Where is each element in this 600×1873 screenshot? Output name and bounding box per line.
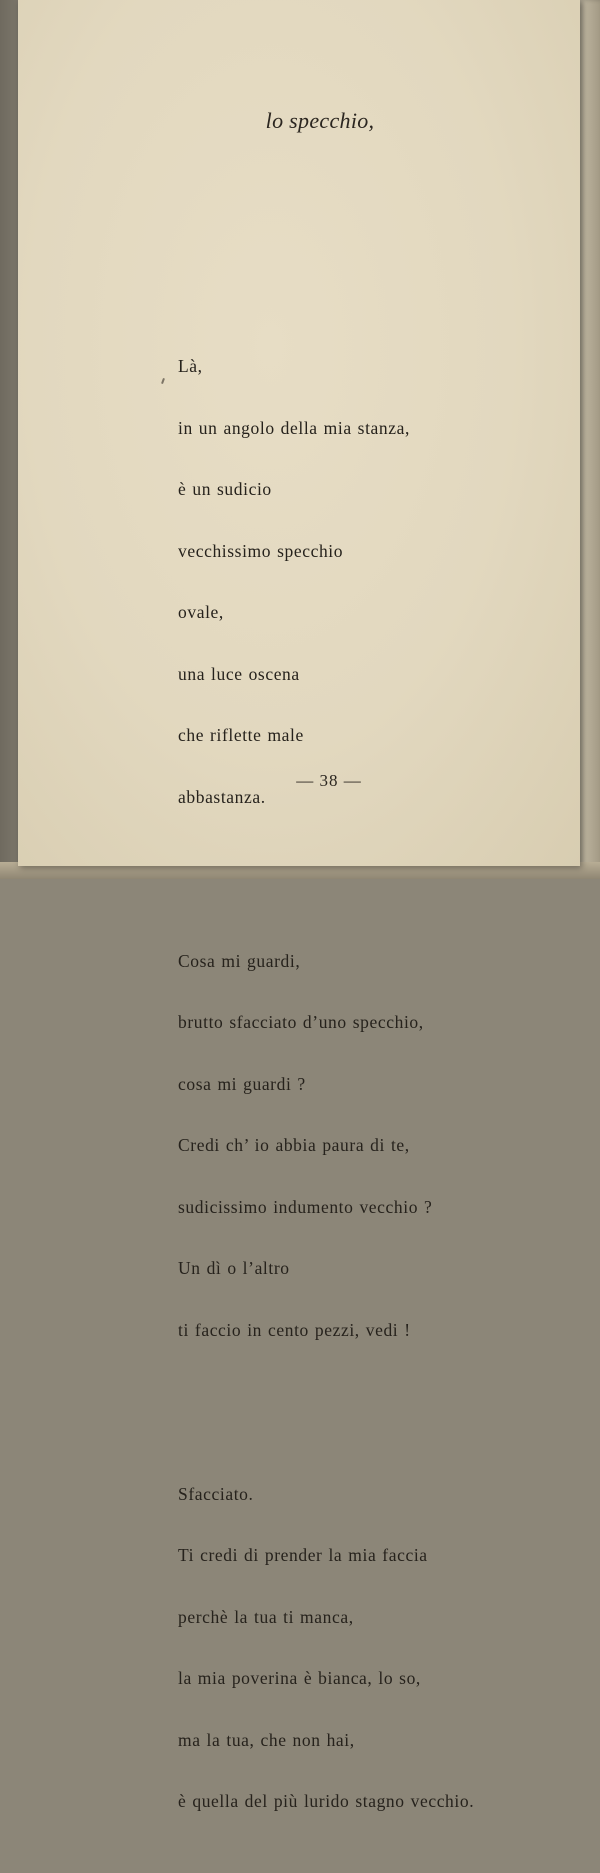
poem-line: è quella del più lurido stagno vecchio.: [178, 1791, 475, 1811]
poem-line: una luce oscena: [178, 663, 300, 684]
poem-title: lo specchio,: [265, 108, 375, 133]
poem-line: Credi ch’ io abbia paura di te,: [178, 1135, 410, 1155]
poem-line: cosa mi guardi ?: [178, 1073, 306, 1094]
stanza-1: [178, 315, 474, 848]
poem-line: sudicissimo indumento vecchio ?: [178, 1196, 433, 1217]
poem-line: Ti credi di prender la mia faccia: [178, 1545, 428, 1565]
page-number: — 38 —: [296, 771, 362, 790]
poem-line: Là,: [178, 356, 203, 376]
poem-line: Un dì o l’altro: [178, 1258, 290, 1278]
poem-line: abbastanza.: [178, 786, 266, 807]
poem-line: che riflette male: [178, 725, 304, 745]
poem-line: la mia poverina è bianca, lo so,: [178, 1668, 421, 1688]
poem-line: ti faccio in cento pezzi, vedi !: [178, 1319, 411, 1340]
poem-line: vecchissimo specchio: [178, 540, 344, 561]
poem-line: è un sudicio: [178, 479, 272, 499]
poem-line: Cosa mi guardi,: [178, 950, 301, 971]
poem-line: brutto sfacciato d’uno specchio,: [178, 1012, 424, 1032]
poem-line: perchè la tua ti manca,: [178, 1606, 354, 1627]
poem-line: ovale,: [178, 602, 224, 622]
stanza-3: [178, 1443, 474, 1853]
poem-body: [178, 274, 474, 1873]
stanza-2: [178, 910, 474, 1382]
poem-line: Sfacciato.: [178, 1483, 254, 1504]
poem-line: ma la tua, che non hai,: [178, 1729, 355, 1750]
paper-speck: [161, 378, 165, 384]
poem-line: in un angolo della mia stanza,: [178, 417, 410, 438]
